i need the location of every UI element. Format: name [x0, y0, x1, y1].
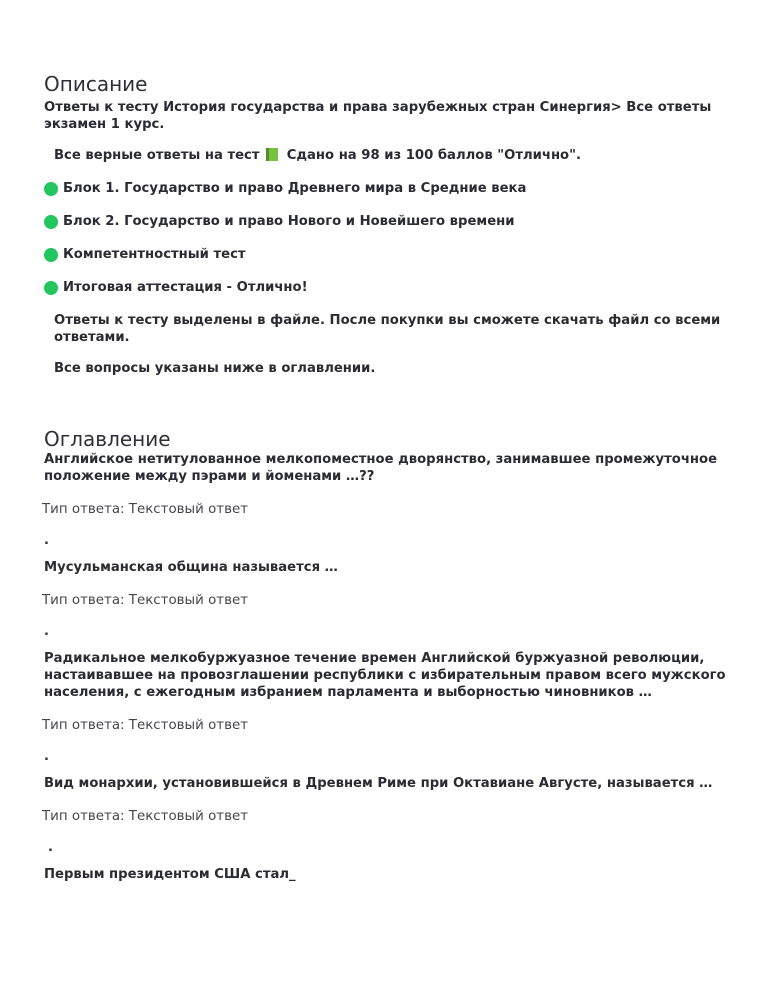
- block-label: Итоговая аттестация - Отлично!: [63, 280, 308, 295]
- green-book-icon: [266, 148, 278, 161]
- block-item-3: [44, 246, 734, 263]
- answer-placeholder: .: [48, 840, 53, 855]
- green-circle-icon: [44, 215, 58, 229]
- description-intro: Ответы к тесту История государства и права зарубежных стран Синергия> Все ответы экзамен 1 курс.: [44, 100, 712, 132]
- verified-prefix: Все верные ответы на тест: [54, 148, 260, 163]
- green-circle-icon: [44, 281, 58, 295]
- block-item-4: [44, 279, 734, 296]
- toc-note: Все вопросы указаны ниже в оглавлении.: [54, 361, 376, 376]
- verified-suffix: Сдано на 98 из 100 баллов "Отлично".: [286, 148, 582, 163]
- block-label: Блок 2. Государство и право Нового и Новейшего времени: [63, 214, 515, 229]
- answer-placeholder: .: [44, 533, 49, 548]
- verified-line: [44, 147, 734, 164]
- green-circle-icon: [44, 182, 58, 196]
- answer-type: Тип ответа: Текстовый ответ: [42, 809, 248, 824]
- question-2: Мусульманская община называется …: [44, 560, 338, 575]
- document-page: [44, 72, 734, 883]
- block-item-2: [44, 213, 734, 230]
- question-4: Вид монархии, установившейся в Древнем Риме при Октавиане Августе, называется …: [44, 776, 713, 791]
- answer-placeholder: .: [44, 749, 49, 764]
- answer-type: Тип ответа: Текстовый ответ: [42, 593, 248, 608]
- answer-type: Тип ответа: Текстовый ответ: [42, 718, 248, 733]
- question-1: Английское нетитулованное мелкопоместное дворянство, занимавшее промежуточное положение между пэрами и йоменами …??: [44, 452, 718, 484]
- question-5: Первым президентом США стал_: [44, 867, 296, 882]
- question-3: Радикальное мелкобуржуазное течение времен Английской буржуазной революции, настаивавшее на провозглашении республики с избирательным правом всего мужского населения, с ежегодным избранием парламента и выборностью чиновников …: [44, 651, 726, 700]
- description-heading: Описание: [44, 72, 148, 96]
- block-label: Компетентностный тест: [63, 247, 246, 262]
- toc-heading: Оглавление: [44, 427, 171, 451]
- block-label: Блок 1. Государство и право Древнего мира в Средние века: [63, 181, 527, 196]
- answer-type: Тип ответа: Текстовый ответ: [42, 502, 248, 517]
- purchase-note: Ответы к тесту выделены в файле. После покупки вы сможете скачать файл со всеми ответами.: [54, 313, 721, 345]
- block-item-1: [44, 180, 734, 197]
- answer-placeholder: .: [44, 624, 49, 639]
- green-circle-icon: [44, 248, 58, 262]
